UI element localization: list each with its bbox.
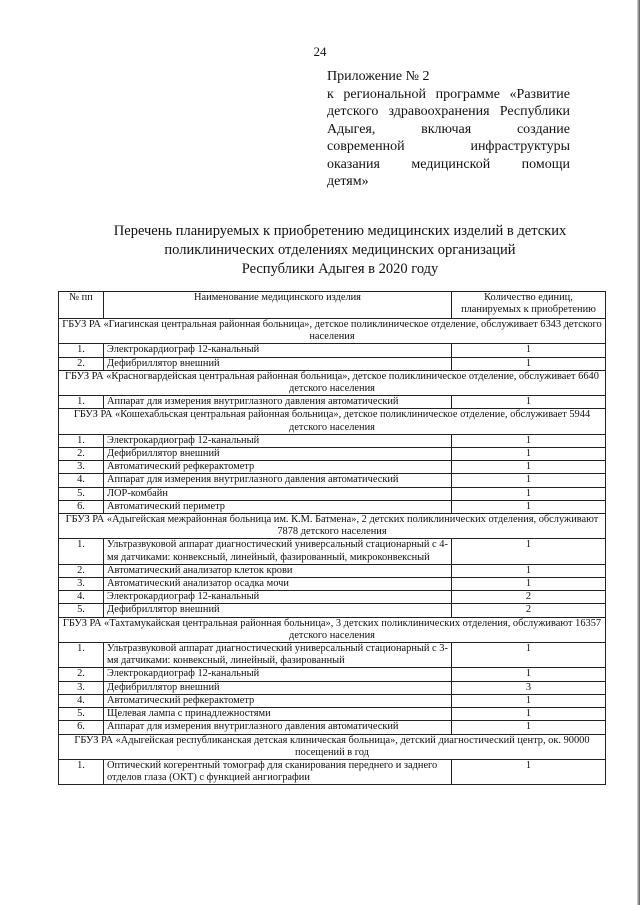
item-number-cell: 4. [59, 694, 104, 707]
item-number-cell: 2. [59, 668, 104, 681]
item-number-cell: 2. [59, 448, 104, 461]
item-name-cell: Ультразвуковой аппарат диагностический универсальный стационарный с 3-мя датчиками: конвексный, линейный, фазированный [104, 643, 452, 668]
item-number-cell: 6. [59, 721, 104, 734]
table-row-organization [59, 617, 606, 642]
appendix-line: к региональной программе «Развитие [327, 86, 570, 102]
item-number-cell: 4. [59, 474, 104, 487]
table-row [59, 708, 606, 721]
item-quantity-cell: 1 [452, 694, 606, 707]
item-name-cell: Электрокардиограф 12-канальный [104, 434, 452, 447]
item-name-cell: Ультразвуковой аппарат диагностический универсальный стационарный с 4-мя датчиками: конвексный, линейный, фазированный, микроконвексный [104, 539, 452, 564]
organization-cell: ГБУЗ РА «Кошехабльская центральная районная больница», детское поликлиническое отделение, обслуживает 5944 детского населения [59, 409, 606, 434]
document-title [60, 222, 620, 279]
item-quantity-cell: 1 [452, 344, 606, 357]
item-number-cell: 1. [59, 539, 104, 564]
table-row-organization [59, 514, 606, 539]
header-qty: Количество единиц, планируемых к приобретению [452, 292, 606, 319]
item-quantity-cell: 1 [452, 461, 606, 474]
item-name-cell: Дефибриллятор внешний [104, 448, 452, 461]
item-number-cell: 2. [59, 564, 104, 577]
table-row [59, 591, 606, 604]
item-quantity-cell: 1 [452, 578, 606, 591]
table-row [59, 604, 606, 617]
item-quantity-cell: 1 [452, 396, 606, 409]
item-number-cell: 3. [59, 461, 104, 474]
title-line: Перечень планируемых к приобретению медицинских изделий в детских [113, 223, 567, 239]
appendix-block [327, 68, 570, 191]
item-name-cell: Дефибриллятор внешний [104, 681, 452, 694]
table-row [59, 759, 606, 784]
table-row [59, 578, 606, 591]
page-number: 24 [313, 44, 327, 59]
item-quantity-cell: 1 [452, 487, 606, 500]
item-quantity-cell: 2 [452, 591, 606, 604]
organization-cell: ГБУЗ РА «Гиагинская центральная районная больница», детское поликлиническое отделение, обслуживает 6343 детского населения [59, 319, 606, 344]
table-row [59, 448, 606, 461]
organization-cell: ГБУЗ РА «Адыгейская республиканская детская клиническая больница», детский диагностический центр, ок. 90000 посещений в год [59, 734, 606, 759]
table-row-organization [59, 409, 606, 434]
item-name-cell: Автоматический анализатор осадка мочи [104, 578, 452, 591]
item-name-cell: Электрокардиограф 12-канальный [104, 344, 452, 357]
item-quantity-cell: 1 [452, 759, 606, 784]
appendix-line: детского здравоохранения Республики [327, 104, 570, 119]
table-row [59, 694, 606, 707]
item-quantity-cell: 1 [452, 668, 606, 681]
item-quantity-cell: 1 [452, 357, 606, 370]
item-number-cell: 2. [59, 357, 104, 370]
table-row [59, 721, 606, 734]
item-quantity-cell: 1 [452, 448, 606, 461]
table-row [59, 500, 606, 513]
item-name-cell: Автоматический анализатор клеток крови [104, 564, 452, 577]
appendix-line: оказания медицинской помощи [327, 156, 570, 172]
item-number-cell: 1. [59, 434, 104, 447]
item-number-cell: 5. [59, 604, 104, 617]
item-quantity-cell: 1 [452, 474, 606, 487]
table-row [59, 434, 606, 447]
item-name-cell: Электрокардиограф 12-канальный [104, 668, 452, 681]
organization-cell: ГБУЗ РА «Тахтамукайская центральная районная больница», 3 детских поликлинических отделения, обслуживают 16357 детского населения [59, 617, 606, 642]
table-row [59, 344, 606, 357]
table-row-organization [59, 370, 606, 395]
title-line: Республики Адыгея в 2020 году [241, 261, 439, 277]
item-number-cell: 4. [59, 591, 104, 604]
appendix-line: Адыгея, включая создание [327, 121, 570, 137]
appendix-line: детям» [327, 174, 369, 189]
item-name-cell: Дефибриллятор внешний [104, 357, 452, 370]
item-number-cell: 6. [59, 500, 104, 513]
organization-cell: ГБУЗ РА «Адыгейская межрайонная больница им. К.М. Батмена», 2 детских поликлинических отделения, обслуживают 7878 детского населения [59, 514, 606, 539]
table-row [59, 564, 606, 577]
table-header-row [59, 292, 606, 319]
item-quantity-cell: 1 [452, 539, 606, 564]
item-name-cell: Электрокардиограф 12-канальный [104, 591, 452, 604]
item-name-cell: Дефибриллятор внешний [104, 604, 452, 617]
table-body [59, 319, 606, 785]
table-row [59, 539, 606, 564]
table-row [59, 474, 606, 487]
item-name-cell: Щелевая лампа с принадлежностями [104, 708, 452, 721]
item-number-cell: 1. [59, 344, 104, 357]
item-number-cell: 1. [59, 759, 104, 784]
title-line: поликлинических отделениях медицинских организаций [164, 242, 516, 258]
table-row [59, 643, 606, 668]
item-number-cell: 5. [59, 708, 104, 721]
table-row-organization [59, 319, 606, 344]
table-row [59, 668, 606, 681]
equipment-table [58, 291, 606, 785]
item-number-cell: 3. [59, 681, 104, 694]
item-name-cell: Оптический когерентный томограф для сканирования переднего и заднего отделов глаза (ОКТ) с функцией ангиографии [104, 759, 452, 784]
table-row [59, 357, 606, 370]
item-name-cell: ЛОР-комбайн [104, 487, 452, 500]
item-name-cell: Аппарат для измерения внутриглазного давления автоматический [104, 474, 452, 487]
item-name-cell: Автоматический рефкерактометр [104, 461, 452, 474]
appendix-line: Приложение № 2 [327, 69, 430, 84]
table-row [59, 461, 606, 474]
item-name-cell: Аппарат для измерения внутриглазного давления автоматический [104, 721, 452, 734]
item-number-cell: 1. [59, 643, 104, 668]
table-row [59, 681, 606, 694]
item-quantity-cell: 1 [452, 500, 606, 513]
item-quantity-cell: 1 [452, 708, 606, 721]
item-number-cell: 3. [59, 578, 104, 591]
item-quantity-cell: 1 [452, 564, 606, 577]
appendix-line: современной инфраструктуры [327, 139, 570, 154]
item-quantity-cell: 1 [452, 434, 606, 447]
item-name-cell: Автоматический рефкерактометр [104, 694, 452, 707]
item-name-cell: Аппарат для измерения внутриглазного давления автоматический [104, 396, 452, 409]
item-name-cell: Автоматический периметр [104, 500, 452, 513]
item-number-cell: 5. [59, 487, 104, 500]
header-num: № пп [59, 292, 104, 319]
item-quantity-cell: 2 [452, 604, 606, 617]
header-name: Наименование медицинского изделия [104, 292, 452, 319]
item-number-cell: 1. [59, 396, 104, 409]
item-quantity-cell: 1 [452, 721, 606, 734]
table-row [59, 487, 606, 500]
item-quantity-cell: 3 [452, 681, 606, 694]
table-row-organization [59, 734, 606, 759]
item-quantity-cell: 1 [452, 643, 606, 668]
organization-cell: ГБУЗ РА «Красногвардейская центральная районная больница», детское поликлиническое отделение, обслуживает 6640 детского населения [59, 370, 606, 395]
table-row [59, 396, 606, 409]
